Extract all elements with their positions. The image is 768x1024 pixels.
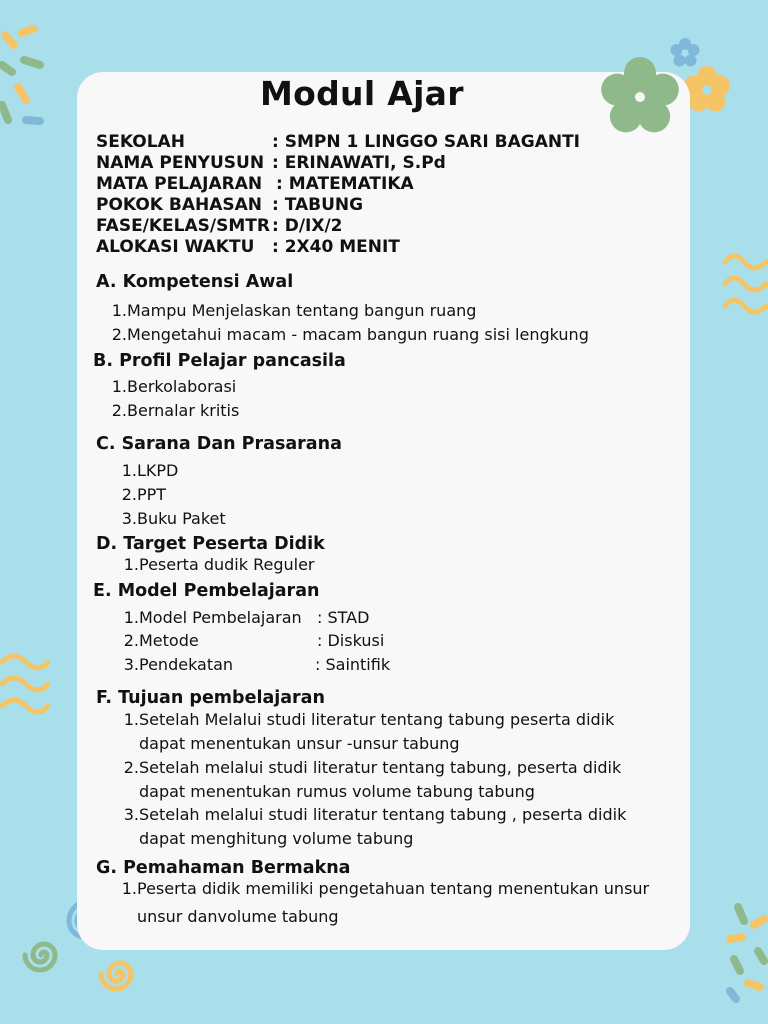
spiral-icon xyxy=(88,945,146,1003)
document-card xyxy=(77,72,690,950)
section-heading-e: E. Model Pembelajaran xyxy=(93,581,320,601)
info-row-mapel xyxy=(96,174,656,195)
flower-green-icon xyxy=(598,55,682,139)
info-row-penyusun xyxy=(96,153,656,174)
list-item: 3. Setelah melalui studi literatur tentang tabung , peserta didik dapat menghitung volume tabung xyxy=(123,805,627,848)
list-item: 1. Berkolaborasi xyxy=(111,377,237,396)
info-table xyxy=(96,132,656,262)
section-heading-b: B. Profil Pelajar pancasila xyxy=(93,351,346,371)
section-heading-c: C. Sarana Dan Prasarana xyxy=(96,434,342,454)
info-key: POKOK BAHASAN xyxy=(96,195,262,215)
info-key: ALOKASI WAKTU xyxy=(96,237,255,257)
info-value: : SMPN 1 LINGGO SARI BAGANTI xyxy=(272,132,581,152)
info-key: NAMA PENYUSUN xyxy=(96,153,265,173)
list-item: 2. Metode : Diskusi xyxy=(123,631,385,650)
list-item: 1. LKPD xyxy=(121,461,179,480)
list-item: 3. Pendekatan : Saintifik xyxy=(123,655,391,674)
confetti-icon xyxy=(0,25,60,135)
list-item: 2. Setelah melalui studi literatur tentang tabung, peserta didik dapat menentukan rumus volume tabung tabung xyxy=(123,758,622,801)
section-heading-g: G. Pemahaman Bermakna xyxy=(96,858,351,878)
section-heading-a: A. Kompetensi Awal xyxy=(96,272,294,292)
info-value: : MATEMATIKA xyxy=(276,174,414,194)
info-value: : ERINAWATI, S.Pd xyxy=(272,153,446,173)
list-item: 2. Mengetahui macam - macam bangun ruang sisi lengkung xyxy=(111,325,589,344)
info-key: FASE/KELAS/SMTR xyxy=(96,216,270,236)
list-item: 1. Peserta didik memiliki pengetahuan tentang menentukan unsur unsur danvolume tabung xyxy=(121,879,650,926)
spiral-icon xyxy=(14,928,68,982)
wave-icon xyxy=(0,650,50,720)
info-row-sekolah xyxy=(96,132,656,153)
info-value: : 2X40 MENIT xyxy=(272,237,400,257)
info-value: : D/IX/2 xyxy=(272,216,343,236)
info-row-alokasi xyxy=(96,237,656,258)
info-key: SEKOLAH xyxy=(96,132,185,152)
list-item: 1. Mampu Menjelaskan tentang bangun ruang xyxy=(111,301,477,320)
page-title: Modul Ajar xyxy=(260,74,464,113)
list-item: 1. Setelah Melalui studi literatur tentang tabung peserta didik dapat menentukan unsur -unsur tabung xyxy=(123,710,615,753)
list-item: 2. Bernalar kritis xyxy=(111,401,240,420)
section-heading-d: D. Target Peserta Didik xyxy=(96,534,325,554)
section-heading-f: F. Tujuan pembelajaran xyxy=(96,688,325,708)
wave-icon xyxy=(722,250,768,320)
info-key: MATA PELAJARAN xyxy=(96,174,263,194)
confetti-icon xyxy=(724,895,768,1005)
list-item: 3. Buku Paket xyxy=(121,509,226,528)
info-row-pokok xyxy=(96,195,656,216)
list-item: 2. PPT xyxy=(121,485,167,504)
info-row-fase xyxy=(96,216,656,237)
list-item: 1. Peserta dudik Reguler xyxy=(123,555,315,574)
list-item: 1. Model Pembelajaran : STAD xyxy=(123,608,370,627)
info-value: : TABUNG xyxy=(272,195,364,215)
